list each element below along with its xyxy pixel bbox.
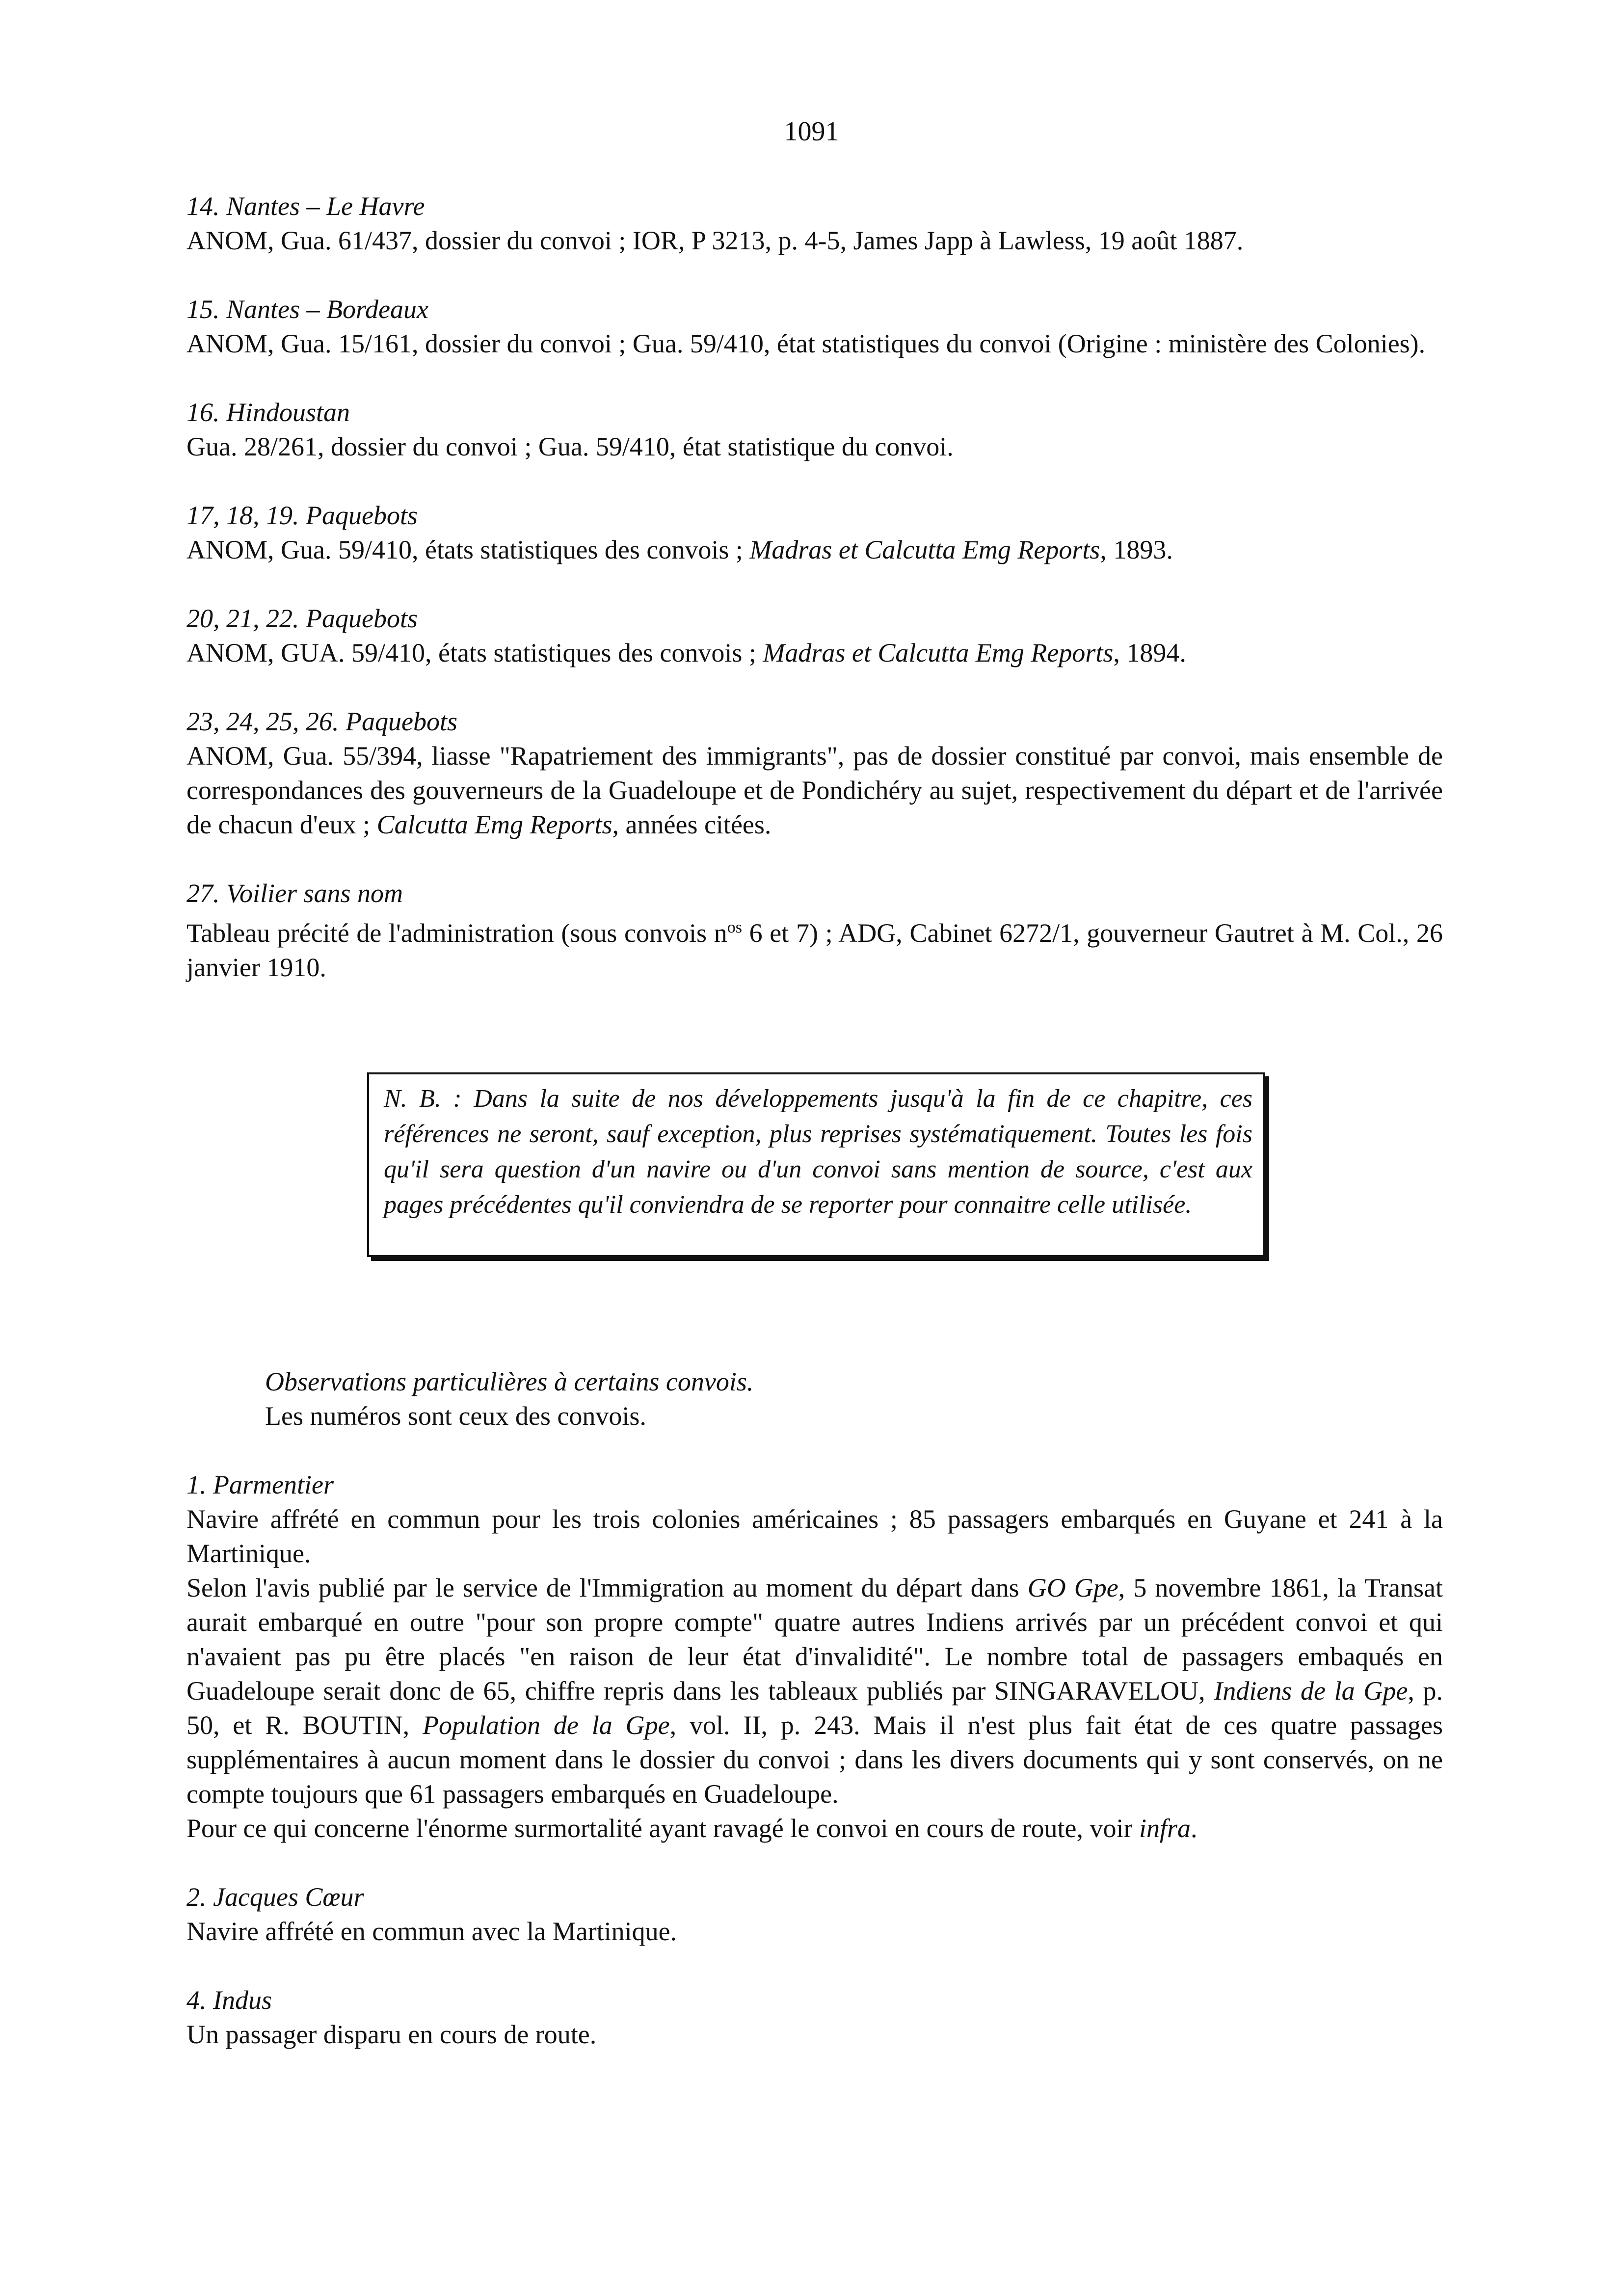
observations-intro	[186, 1364, 1443, 1433]
source-report-title: Madras et Calcutta Emg Reports	[749, 535, 1100, 564]
source-report-title: Calcutta Emg Reports	[376, 810, 612, 839]
note-box: N. B. : Dans la suite de nos développements jusqu'à la fin de ce chapitre, ces références ne seront, sauf exception, plus reprises systématiquement. Toutes les fois qu'il sera question d'un navire ou d'un convoi sans mention de source, c'est aux pages précédentes qu'il conviendra de se reporter pour connaitre celle utilisée.	[367, 1072, 1265, 1257]
source-body: ANOM, Gua. 61/437, dossier du convoi ; IOR, P 3213, p. 4-5, James Japp à Lawless, 19 août 1887.	[186, 226, 1244, 255]
source-entry	[186, 189, 1443, 258]
observation-title: 2. Jacques Cœur	[186, 1882, 364, 1912]
source-entry	[186, 601, 1443, 670]
source-text: , 1894.	[1113, 638, 1186, 667]
source-title: 16. Hindoustan	[186, 398, 350, 427]
observation-text: , p. 50, et R. BOUTIN,	[186, 1676, 1443, 1740]
observation-citation: GO Gpe	[1027, 1573, 1118, 1602]
observation-paragraph: Navire affrété en commun avec la Martinique.	[186, 1917, 677, 1946]
observation-text: Selon l'avis publié par le service de l'Immigration au moment du départ dans	[186, 1573, 1028, 1602]
source-text: Tableau précité de l'administration (sous convois n	[186, 918, 727, 948]
observation-text: , vol. II, p. 243. Mais il n'est plus fait état de ces quatre passages supplémentaires à aucun moment dans le dossier du convoi ; dans les divers documents qui y sont conservés, on ne compte toujours que 61 passagers embarqués en Guadeloupe.	[186, 1710, 1443, 1809]
observation-title: 4. Indus	[186, 1985, 272, 2015]
superscript: os	[727, 918, 742, 936]
observation-title: 1. Parmentier	[186, 1470, 334, 1499]
source-body	[186, 910, 1443, 985]
observation-entry	[186, 1468, 1443, 1845]
observations-section	[186, 1364, 1443, 2086]
source-title: 20, 21, 22. Paquebots	[186, 604, 418, 633]
observation-text: Pour ce qui concerne l'énorme surmortalité ayant ravagé le convoi en cours de route, voir	[186, 1814, 1139, 1843]
observation-paragraph: Un passager disparu en cours de route.	[186, 2020, 597, 2049]
source-entry	[186, 498, 1443, 567]
source-body: Gua. 28/261, dossier du convoi ; Gua. 59/410, état statistique du convoi.	[186, 432, 954, 461]
source-body	[186, 533, 1443, 567]
source-text: ANOM, Gua. 59/410, états statistiques des convois ;	[186, 535, 750, 564]
source-entry	[186, 292, 1443, 361]
source-text: 6 et 7) ; ADG, Cabinet 6272/1, gouverneur Gautret à M. Col., 26 janvier 1910.	[186, 918, 1443, 982]
observations-subheading: Les numéros sont ceux des convois.	[265, 1401, 646, 1431]
source-list	[186, 189, 1443, 1019]
observation-paragraph	[186, 1811, 1443, 1845]
source-entry	[186, 395, 1443, 464]
observation-text: , 5 novembre 1861, la Transat aurait embarqué en outre "pour son propre compte" quatre autres Indiens arrivés par un précédent convoi et qui n'avaient pas pu être placés "en raison de leur état d'invalidité". Le nombre total de passagers embaqués en Guadeloupe serait donc de 65, chiffre repris dans les tableaux publiés par SINGARAVELOU,	[186, 1573, 1443, 1706]
source-title: 17, 18, 19. Paquebots	[186, 501, 418, 530]
source-text: ANOM, Gua. 55/394, liasse "Rapatriement des immigrants", pas de dossier constitué par convoi, mais ensemble de correspondances des gouverneurs de la Guadeloupe et de Pondichéry au sujet, respectivement du départ et de l'arrivée de chacun d'eux ;	[186, 741, 1443, 839]
observation-paragraph: Navire affrété en commun pour les trois colonies américaines ; 85 passagers embarqués en Guyane et 241 à la Martinique.	[186, 1504, 1443, 1568]
page-number: 1091	[784, 116, 839, 147]
observation-citation: Population de la Gpe	[423, 1710, 670, 1740]
observation-text: .	[1191, 1814, 1197, 1843]
observation-entry	[186, 1880, 1443, 1949]
source-entry	[186, 704, 1443, 842]
source-entry	[186, 876, 1443, 985]
source-body	[186, 739, 1443, 842]
observation-citation: Indiens de la Gpe	[1214, 1676, 1408, 1706]
observations-heading: Observations particulières à certains convois.	[265, 1367, 754, 1396]
source-title: 27. Voilier sans nom	[186, 879, 403, 908]
source-text: , années citées.	[612, 810, 772, 839]
observation-citation: infra	[1139, 1814, 1191, 1843]
source-report-title: Madras et Calcutta Emg Reports	[763, 638, 1114, 667]
source-body	[186, 636, 1443, 670]
source-text: ANOM, GUA. 59/410, états statistiques des convois ;	[186, 638, 763, 667]
source-title: 15. Nantes – Bordeaux	[186, 294, 428, 324]
source-text: , 1893.	[1100, 535, 1173, 564]
source-body: ANOM, Gua. 15/161, dossier du convoi ; Gua. 59/410, état statistiques du convoi (Origine : ministère des Colonies).	[186, 329, 1426, 358]
observation-entry	[186, 1983, 1443, 2052]
source-title: 14. Nantes – Le Havre	[186, 191, 425, 221]
observation-paragraph	[186, 1571, 1443, 1811]
source-title: 23, 24, 25, 26. Paquebots	[186, 707, 457, 736]
